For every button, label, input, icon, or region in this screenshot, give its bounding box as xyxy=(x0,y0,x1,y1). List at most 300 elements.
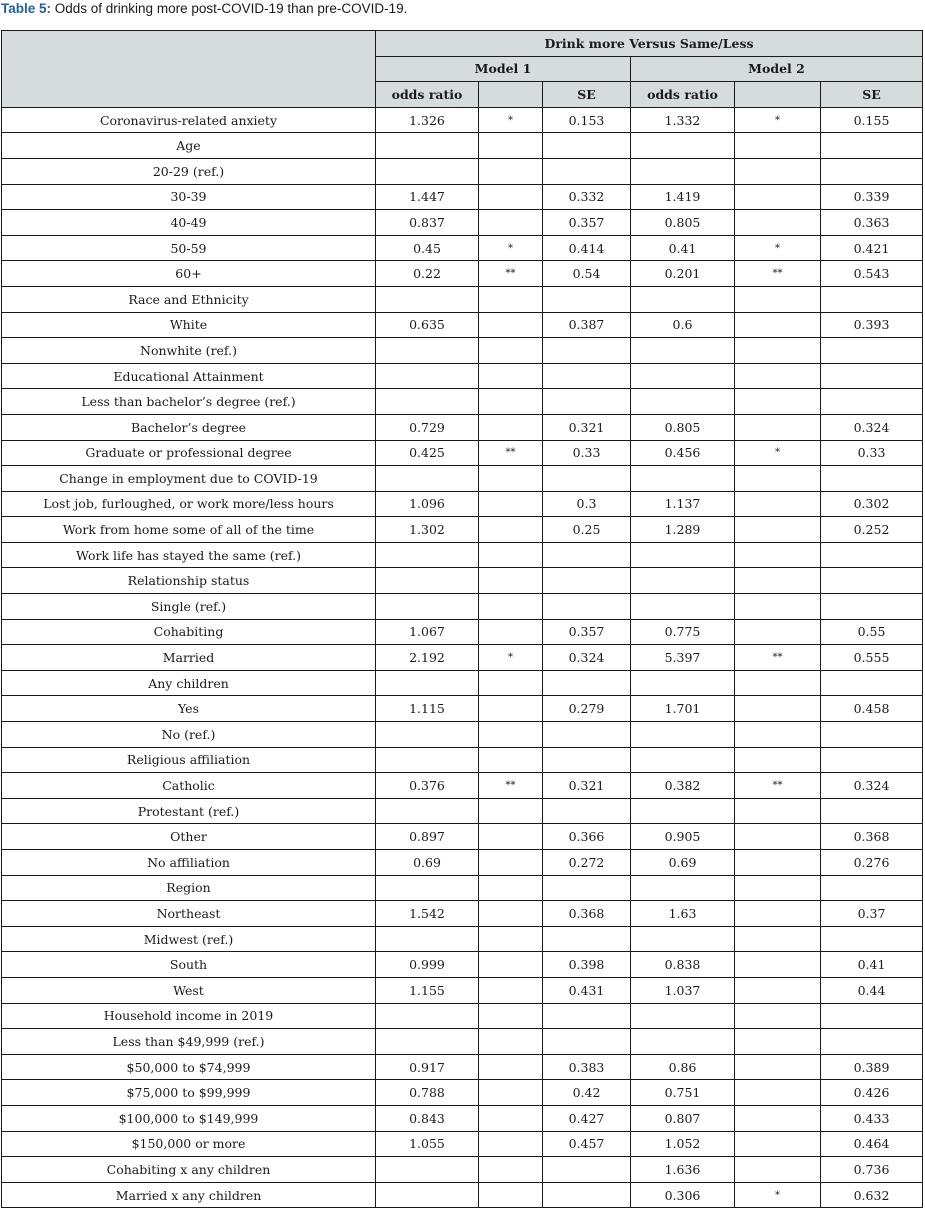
cell-m1-significance xyxy=(479,952,543,978)
cell-row-label: Work from home some of all of the time xyxy=(2,517,376,543)
cell-m2-significance xyxy=(735,594,821,620)
table-row xyxy=(2,952,923,978)
table-row xyxy=(2,338,923,364)
cell-m2-odds-ratio: 0.805 xyxy=(631,414,735,440)
header-m1-se: SE xyxy=(543,82,631,108)
cell-m2-se xyxy=(821,363,923,389)
cell-m1-odds-ratio xyxy=(376,133,479,159)
cell-m2-se: 0.421 xyxy=(821,235,923,261)
cell-m2-odds-ratio xyxy=(631,542,735,568)
cell-m2-odds-ratio: 0.751 xyxy=(631,1080,735,1106)
table-row xyxy=(2,619,923,645)
cell-m2-se: 0.33 xyxy=(821,440,923,466)
table-row xyxy=(2,1157,923,1183)
cell-m1-significance xyxy=(479,491,543,517)
cell-m2-odds-ratio: 0.905 xyxy=(631,824,735,850)
cell-m1-se: 0.321 xyxy=(543,773,631,799)
cell-row-label: Educational Attainment xyxy=(2,363,376,389)
cell-m2-odds-ratio: 0.805 xyxy=(631,210,735,236)
cell-m1-odds-ratio: 0.729 xyxy=(376,414,479,440)
table-row xyxy=(2,1029,923,1055)
cell-row-label: Lost job, furloughed, or work more/less hours xyxy=(2,491,376,517)
cell-m2-significance xyxy=(735,286,821,312)
cell-m1-odds-ratio: 0.917 xyxy=(376,1054,479,1080)
significance-marker: * xyxy=(508,114,513,126)
cell-m1-odds-ratio xyxy=(376,594,479,620)
cell-m1-se: 0.332 xyxy=(543,184,631,210)
cell-m1-significance xyxy=(479,1182,543,1208)
cell-m1-odds-ratio xyxy=(376,926,479,952)
cell-m2-significance xyxy=(735,824,821,850)
cell-m1-significance xyxy=(479,517,543,543)
cell-m2-significance xyxy=(735,875,821,901)
cell-m1-odds-ratio: 1.302 xyxy=(376,517,479,543)
cell-m1-se: 0.366 xyxy=(543,824,631,850)
cell-row-label: Any children xyxy=(2,670,376,696)
cell-row-label: Less than bachelor’s degree (ref.) xyxy=(2,389,376,415)
cell-m1-odds-ratio xyxy=(376,542,479,568)
cell-m2-se: 0.543 xyxy=(821,261,923,287)
cell-m2-significance xyxy=(735,696,821,722)
cell-m2-se xyxy=(821,466,923,492)
cell-m1-significance xyxy=(479,158,543,184)
cell-m1-odds-ratio xyxy=(376,1029,479,1055)
cell-m2-odds-ratio: 0.201 xyxy=(631,261,735,287)
cell-m1-odds-ratio: 1.447 xyxy=(376,184,479,210)
cell-row-label: $100,000 to $149,999 xyxy=(2,1105,376,1131)
cell-m1-se xyxy=(543,875,631,901)
significance-marker: * xyxy=(508,652,513,664)
cell-m2-significance xyxy=(735,773,821,799)
cell-row-label: $150,000 or more xyxy=(2,1131,376,1157)
cell-m1-significance xyxy=(479,235,543,261)
cell-m1-odds-ratio: 0.788 xyxy=(376,1080,479,1106)
table-row xyxy=(2,722,923,748)
cell-m2-significance xyxy=(735,158,821,184)
significance-marker: ** xyxy=(772,268,783,280)
header-m1-odds-ratio: odds ratio xyxy=(376,82,479,108)
cell-m1-significance xyxy=(479,1157,543,1183)
table-row xyxy=(2,747,923,773)
table-row xyxy=(2,926,923,952)
cell-m2-significance xyxy=(735,1131,821,1157)
cell-m1-significance xyxy=(479,901,543,927)
cell-m2-se: 0.37 xyxy=(821,901,923,927)
cell-m1-se: 0.398 xyxy=(543,952,631,978)
cell-m1-significance xyxy=(479,184,543,210)
cell-m2-significance xyxy=(735,619,821,645)
cell-m1-significance xyxy=(479,312,543,338)
cell-m2-se: 0.363 xyxy=(821,210,923,236)
cell-m2-significance xyxy=(735,491,821,517)
cell-m2-se xyxy=(821,338,923,364)
cell-m2-odds-ratio: 1.63 xyxy=(631,901,735,927)
cell-m1-significance xyxy=(479,977,543,1003)
cell-m2-se: 0.44 xyxy=(821,977,923,1003)
cell-m2-significance xyxy=(735,363,821,389)
cell-m1-se xyxy=(543,747,631,773)
cell-m1-significance xyxy=(479,261,543,287)
significance-marker: * xyxy=(775,114,780,126)
cell-m1-significance xyxy=(479,1054,543,1080)
cell-m1-significance xyxy=(479,926,543,952)
table-row xyxy=(2,594,923,620)
table-row xyxy=(2,850,923,876)
cell-m1-se xyxy=(543,389,631,415)
cell-m2-se: 0.324 xyxy=(821,773,923,799)
cell-m2-odds-ratio xyxy=(631,875,735,901)
cell-m2-significance xyxy=(735,184,821,210)
cell-m1-odds-ratio: 0.837 xyxy=(376,210,479,236)
significance-marker: * xyxy=(775,447,780,459)
cell-m2-se: 0.276 xyxy=(821,850,923,876)
table-row xyxy=(2,1105,923,1131)
table-row xyxy=(2,414,923,440)
cell-m1-se: 0.431 xyxy=(543,977,631,1003)
cell-m1-se: 0.25 xyxy=(543,517,631,543)
cell-row-label: Married xyxy=(2,645,376,671)
cell-m1-odds-ratio xyxy=(376,747,479,773)
table-row xyxy=(2,1131,923,1157)
cell-m2-odds-ratio: 0.69 xyxy=(631,850,735,876)
cell-row-label: Change in employment due to COVID-19 xyxy=(2,466,376,492)
cell-m1-odds-ratio: 0.897 xyxy=(376,824,479,850)
table-row xyxy=(2,210,923,236)
cell-m1-se: 0.457 xyxy=(543,1131,631,1157)
cell-m2-significance xyxy=(735,901,821,927)
cell-m2-significance xyxy=(735,670,821,696)
cell-m1-significance xyxy=(479,696,543,722)
cell-m2-se: 0.555 xyxy=(821,645,923,671)
cell-m2-se xyxy=(821,568,923,594)
cell-m2-odds-ratio: 1.636 xyxy=(631,1157,735,1183)
cell-m2-odds-ratio xyxy=(631,466,735,492)
cell-m2-odds-ratio xyxy=(631,594,735,620)
cell-m2-odds-ratio: 0.306 xyxy=(631,1182,735,1208)
table-row xyxy=(2,235,923,261)
cell-m2-significance xyxy=(735,466,821,492)
cell-m1-se xyxy=(543,722,631,748)
cell-m1-se xyxy=(543,1003,631,1029)
significance-marker: ** xyxy=(772,652,783,664)
cell-m1-se: 0.279 xyxy=(543,696,631,722)
cell-m2-odds-ratio: 1.052 xyxy=(631,1131,735,1157)
table-header xyxy=(2,31,923,108)
table-row xyxy=(2,107,923,133)
cell-m2-significance xyxy=(735,1182,821,1208)
cell-m1-significance xyxy=(479,542,543,568)
cell-m1-significance xyxy=(479,1080,543,1106)
cell-m2-significance xyxy=(735,107,821,133)
cell-m2-se: 0.339 xyxy=(821,184,923,210)
significance-marker: * xyxy=(508,242,513,254)
cell-m1-odds-ratio: 0.425 xyxy=(376,440,479,466)
header-m2-odds-ratio: odds ratio xyxy=(631,82,735,108)
table-row xyxy=(2,440,923,466)
cell-m1-significance xyxy=(479,722,543,748)
cell-m2-odds-ratio: 5.397 xyxy=(631,645,735,671)
cell-m2-se xyxy=(821,670,923,696)
cell-m1-significance xyxy=(479,133,543,159)
header-blank-cell xyxy=(2,31,376,108)
cell-m1-se xyxy=(543,1029,631,1055)
cell-m2-odds-ratio: 1.137 xyxy=(631,491,735,517)
table-row xyxy=(2,696,923,722)
cell-row-label: Yes xyxy=(2,696,376,722)
table-row xyxy=(2,773,923,799)
cell-m2-odds-ratio xyxy=(631,133,735,159)
odds-ratio-table xyxy=(1,30,923,1208)
table-row xyxy=(2,542,923,568)
cell-row-label: 50-59 xyxy=(2,235,376,261)
cell-m1-significance xyxy=(479,1105,543,1131)
table-row xyxy=(2,568,923,594)
cell-m2-se: 0.393 xyxy=(821,312,923,338)
table-row xyxy=(2,1182,923,1208)
significance-marker: ** xyxy=(505,780,516,792)
table-caption-label: Table 5: xyxy=(1,1,52,16)
cell-m2-significance xyxy=(735,1029,821,1055)
cell-m2-significance xyxy=(735,235,821,261)
cell-row-label: Married x any children xyxy=(2,1182,376,1208)
cell-m2-se: 0.458 xyxy=(821,696,923,722)
cell-m2-se xyxy=(821,722,923,748)
cell-m2-odds-ratio xyxy=(631,1029,735,1055)
cell-m2-significance xyxy=(735,389,821,415)
cell-m2-significance xyxy=(735,645,821,671)
cell-m1-odds-ratio: 0.69 xyxy=(376,850,479,876)
cell-m2-significance xyxy=(735,977,821,1003)
cell-row-label: Single (ref.) xyxy=(2,594,376,620)
header-model-1: Model 1 xyxy=(376,56,631,82)
table-row xyxy=(2,517,923,543)
cell-row-label: Less than $49,999 (ref.) xyxy=(2,1029,376,1055)
cell-m1-odds-ratio: 0.22 xyxy=(376,261,479,287)
table-row xyxy=(2,824,923,850)
cell-row-label: South xyxy=(2,952,376,978)
cell-m1-significance xyxy=(479,440,543,466)
cell-m2-se xyxy=(821,1029,923,1055)
cell-m2-se xyxy=(821,798,923,824)
cell-row-label: Northeast xyxy=(2,901,376,927)
cell-row-label: No affiliation xyxy=(2,850,376,876)
cell-m2-significance xyxy=(735,414,821,440)
cell-m2-odds-ratio: 0.86 xyxy=(631,1054,735,1080)
cell-m2-odds-ratio xyxy=(631,363,735,389)
cell-row-label: Age xyxy=(2,133,376,159)
cell-m1-se xyxy=(543,466,631,492)
cell-m2-significance xyxy=(735,133,821,159)
cell-m2-odds-ratio: 0.807 xyxy=(631,1105,735,1131)
cell-m1-se xyxy=(543,542,631,568)
cell-m1-odds-ratio xyxy=(376,158,479,184)
cell-m1-odds-ratio: 1.115 xyxy=(376,696,479,722)
cell-m2-significance xyxy=(735,926,821,952)
cell-m1-se: 0.383 xyxy=(543,1054,631,1080)
cell-m2-odds-ratio: 1.037 xyxy=(631,977,735,1003)
cell-row-label: Nonwhite (ref.) xyxy=(2,338,376,364)
cell-m1-se: 0.54 xyxy=(543,261,631,287)
significance-marker: ** xyxy=(772,780,783,792)
cell-row-label: 20-29 (ref.) xyxy=(2,158,376,184)
table-row xyxy=(2,1003,923,1029)
table-row xyxy=(2,645,923,671)
cell-m1-odds-ratio xyxy=(376,798,479,824)
cell-m1-se: 0.414 xyxy=(543,235,631,261)
cell-m1-odds-ratio: 1.096 xyxy=(376,491,479,517)
cell-m1-se xyxy=(543,798,631,824)
cell-m2-se xyxy=(821,389,923,415)
cell-m1-se xyxy=(543,594,631,620)
cell-m1-se: 0.324 xyxy=(543,645,631,671)
cell-m1-se: 0.368 xyxy=(543,901,631,927)
cell-m2-odds-ratio: 0.6 xyxy=(631,312,735,338)
cell-m2-se: 0.155 xyxy=(821,107,923,133)
cell-row-label: West xyxy=(2,977,376,1003)
cell-m1-odds-ratio: 1.542 xyxy=(376,901,479,927)
cell-m1-odds-ratio: 0.376 xyxy=(376,773,479,799)
cell-row-label: Cohabiting xyxy=(2,619,376,645)
cell-m2-odds-ratio xyxy=(631,158,735,184)
cell-m1-significance xyxy=(479,568,543,594)
cell-m2-se xyxy=(821,594,923,620)
cell-m1-odds-ratio xyxy=(376,338,479,364)
cell-row-label: Coronavirus-related anxiety xyxy=(2,107,376,133)
header-model-2: Model 2 xyxy=(631,56,923,82)
cell-m2-significance xyxy=(735,210,821,236)
cell-m2-se: 0.252 xyxy=(821,517,923,543)
table-row xyxy=(2,133,923,159)
cell-m2-odds-ratio xyxy=(631,389,735,415)
cell-m2-significance xyxy=(735,850,821,876)
cell-m2-se xyxy=(821,747,923,773)
cell-m1-se xyxy=(543,133,631,159)
table-row xyxy=(2,901,923,927)
cell-m1-odds-ratio xyxy=(376,568,479,594)
cell-row-label: Catholic xyxy=(2,773,376,799)
cell-m1-significance xyxy=(479,670,543,696)
cell-m2-odds-ratio xyxy=(631,338,735,364)
cell-m1-odds-ratio: 0.999 xyxy=(376,952,479,978)
cell-m2-se xyxy=(821,133,923,159)
table-body xyxy=(2,107,923,1208)
cell-m1-se xyxy=(543,926,631,952)
cell-row-label: Bachelor’s degree xyxy=(2,414,376,440)
cell-m2-significance xyxy=(735,747,821,773)
cell-m1-odds-ratio: 2.192 xyxy=(376,645,479,671)
cell-m2-odds-ratio xyxy=(631,798,735,824)
cell-m1-significance xyxy=(479,414,543,440)
table-row xyxy=(2,875,923,901)
table-caption xyxy=(1,0,407,20)
table-row xyxy=(2,798,923,824)
cell-m1-se: 0.321 xyxy=(543,414,631,440)
cell-row-label: 60+ xyxy=(2,261,376,287)
table-row xyxy=(2,363,923,389)
cell-row-label: $50,000 to $74,999 xyxy=(2,1054,376,1080)
cell-m1-significance xyxy=(479,338,543,364)
cell-m1-significance xyxy=(479,389,543,415)
cell-row-label: Relationship status xyxy=(2,568,376,594)
cell-m1-significance xyxy=(479,1029,543,1055)
cell-m1-se xyxy=(543,1157,631,1183)
cell-m2-se: 0.464 xyxy=(821,1131,923,1157)
cell-row-label: No (ref.) xyxy=(2,722,376,748)
cell-m1-odds-ratio xyxy=(376,670,479,696)
cell-m2-odds-ratio xyxy=(631,722,735,748)
cell-m1-significance xyxy=(479,107,543,133)
cell-m2-se: 0.368 xyxy=(821,824,923,850)
cell-m2-odds-ratio xyxy=(631,747,735,773)
cell-m1-se: 0.42 xyxy=(543,1080,631,1106)
table-row xyxy=(2,158,923,184)
cell-row-label: Work life has stayed the same (ref.) xyxy=(2,542,376,568)
cell-m1-odds-ratio: 0.843 xyxy=(376,1105,479,1131)
cell-m1-significance xyxy=(479,594,543,620)
cell-m2-odds-ratio: 0.456 xyxy=(631,440,735,466)
cell-m2-significance xyxy=(735,952,821,978)
cell-row-label: Other xyxy=(2,824,376,850)
cell-row-label: 30-39 xyxy=(2,184,376,210)
cell-m1-significance xyxy=(479,363,543,389)
cell-m2-odds-ratio: 1.419 xyxy=(631,184,735,210)
cell-m1-significance xyxy=(479,645,543,671)
cell-m1-se: 0.357 xyxy=(543,210,631,236)
cell-m1-odds-ratio xyxy=(376,466,479,492)
cell-m1-se xyxy=(543,568,631,594)
cell-m2-significance xyxy=(735,261,821,287)
cell-m2-se xyxy=(821,875,923,901)
cell-m1-se: 0.272 xyxy=(543,850,631,876)
cell-m2-significance xyxy=(735,517,821,543)
cell-row-label: Religious affiliation xyxy=(2,747,376,773)
cell-m1-odds-ratio xyxy=(376,286,479,312)
cell-m2-se: 0.389 xyxy=(821,1054,923,1080)
cell-m1-se: 0.33 xyxy=(543,440,631,466)
cell-m2-significance xyxy=(735,440,821,466)
cell-m2-se: 0.433 xyxy=(821,1105,923,1131)
cell-m1-odds-ratio: 1.055 xyxy=(376,1131,479,1157)
cell-m2-significance xyxy=(735,1157,821,1183)
cell-m1-se: 0.153 xyxy=(543,107,631,133)
cell-m1-se xyxy=(543,286,631,312)
cell-m2-odds-ratio xyxy=(631,670,735,696)
cell-m2-odds-ratio: 1.701 xyxy=(631,696,735,722)
table-row xyxy=(2,491,923,517)
header-m2-se: SE xyxy=(821,82,923,108)
cell-m1-odds-ratio xyxy=(376,1003,479,1029)
significance-marker: ** xyxy=(505,447,516,459)
cell-m2-se: 0.632 xyxy=(821,1182,923,1208)
cell-m1-significance xyxy=(479,1131,543,1157)
table-row xyxy=(2,1054,923,1080)
cell-m2-significance xyxy=(735,312,821,338)
cell-m2-odds-ratio: 1.289 xyxy=(631,517,735,543)
cell-m1-significance xyxy=(479,850,543,876)
cell-m2-significance xyxy=(735,722,821,748)
cell-m1-significance xyxy=(479,875,543,901)
cell-m2-significance xyxy=(735,338,821,364)
cell-m1-odds-ratio xyxy=(376,1182,479,1208)
cell-m1-se xyxy=(543,158,631,184)
table-row xyxy=(2,1080,923,1106)
cell-m1-odds-ratio: 0.635 xyxy=(376,312,479,338)
cell-row-label: $75,000 to $99,999 xyxy=(2,1080,376,1106)
cell-m1-odds-ratio: 1.067 xyxy=(376,619,479,645)
cell-row-label: Graduate or professional degree xyxy=(2,440,376,466)
cell-m1-se: 0.427 xyxy=(543,1105,631,1131)
cell-row-label: Midwest (ref.) xyxy=(2,926,376,952)
